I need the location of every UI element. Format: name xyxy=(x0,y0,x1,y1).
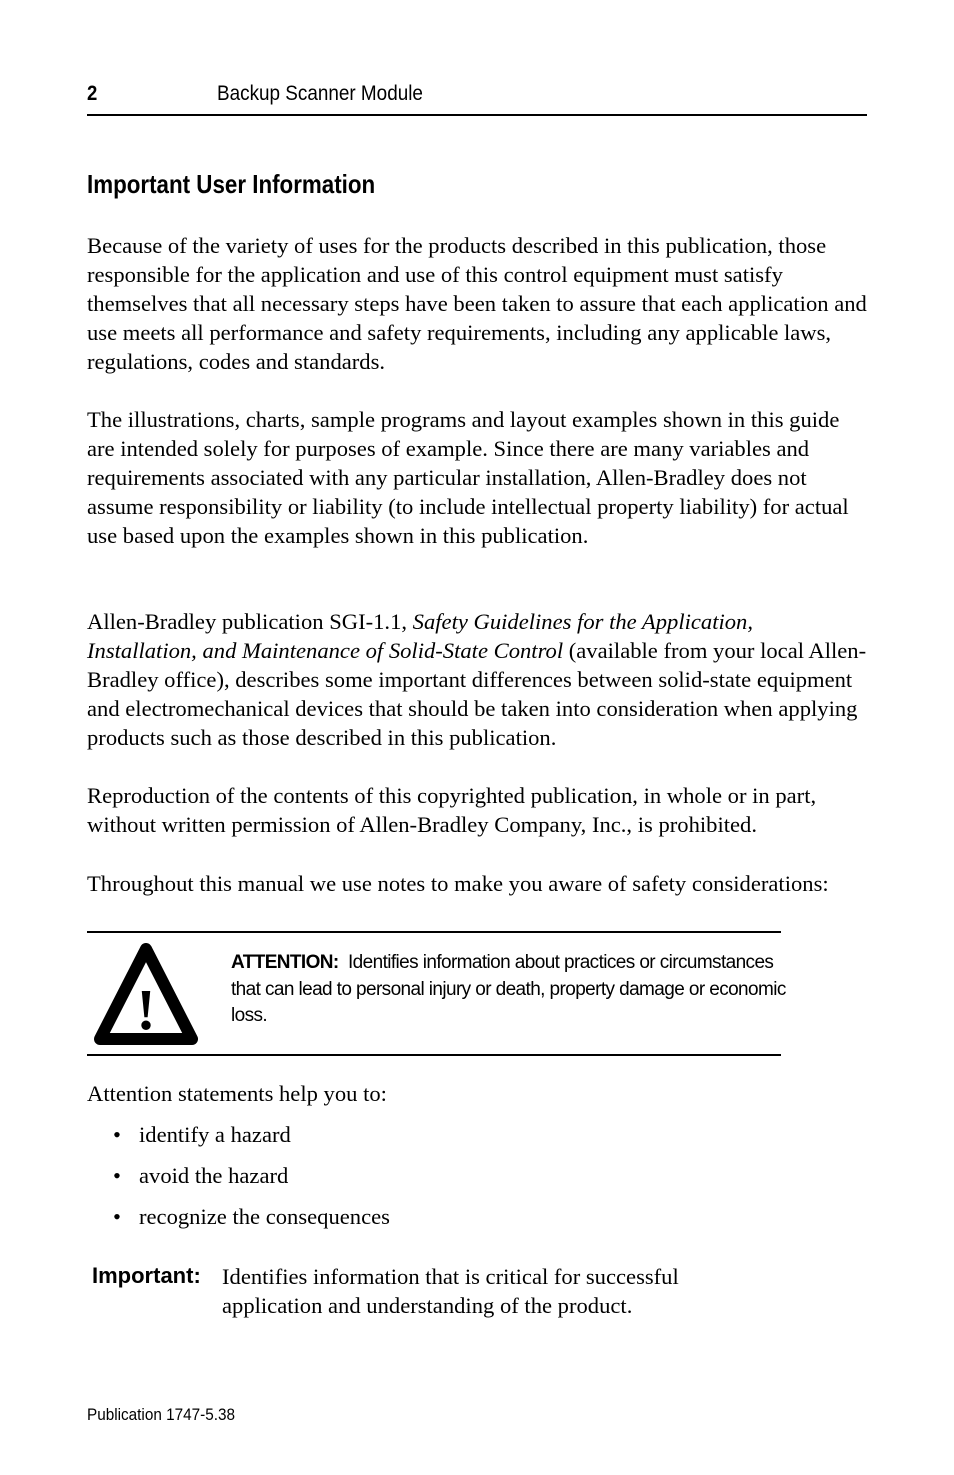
important-label: Important: xyxy=(92,1263,201,1288)
footer-publication: Publication 1747-5.38 xyxy=(87,1405,236,1424)
bullet-list xyxy=(113,1122,390,1245)
p3-after: (available from your local Allen-Bradley office), describes some important differences between solid-state equipment and electromechanical devices that should be taken into consideration when applying products such as those described in this publication. xyxy=(87,638,867,750)
paragraph-safety-guidelines xyxy=(87,607,867,752)
paragraph-reproduction: Reproduction of the contents of this copyrighted publication, in whole or in part, without written permission of Allen-Bradley Company, Inc., is prohibited. xyxy=(87,783,817,837)
list-item xyxy=(113,1163,390,1204)
publication-title: Safety Guidelines for the Application, Installation, and Maintenance of Solid-State Control xyxy=(87,609,753,663)
bullet: • xyxy=(113,1122,121,1147)
bullet-text: avoid the hazard xyxy=(139,1163,289,1188)
attention-text xyxy=(231,950,791,1030)
running-title: Backup Scanner Module xyxy=(217,82,423,105)
attention-box xyxy=(87,931,786,1056)
list-item xyxy=(113,1204,390,1245)
page-number: 2 xyxy=(87,82,98,105)
warning-triangle-icon xyxy=(94,943,198,1047)
paragraph-variety-of-uses: Because of the variety of uses for the products described in this publication, those responsible for the application and use of this control equipment must satisfy themselves that all necessary steps have been taken to assure that each application and use meets all performance and safety requirements, including any applicable laws, regulations, codes and standards. xyxy=(87,233,867,374)
section-title: Important User Information xyxy=(87,169,376,199)
list-intro: Attention statements help you to: xyxy=(87,1081,387,1106)
bullet-text: recognize the consequences xyxy=(139,1204,390,1229)
bullet-text: identify a hazard xyxy=(139,1122,291,1147)
attention-description: Identifies information about practices or circumstances that can lead to personal injury or death, property damage or economic loss. xyxy=(231,952,786,1026)
p3-before: Allen-Bradley publication SGI-1.1, xyxy=(87,609,413,634)
page-header xyxy=(87,80,867,116)
paragraph-illustrations: The illustrations, charts, sample programs and layout examples shown in this guide are intended solely for purposes of example. Since there are many variables and requirements associated with any particular installation, Allen-Bradley does not assume responsibility or liability (to include intellectual property liability) for actual use based upon the examples shown in this publication. xyxy=(87,407,849,548)
attention-label: ATTENTION: xyxy=(231,952,339,973)
bullet: • xyxy=(113,1163,121,1188)
paragraph-notes-intro: Throughout this manual we use notes to make you aware of safety considerations: xyxy=(87,871,829,896)
list-item xyxy=(113,1122,390,1163)
important-text: Identifies information that is critical for successful application and understanding of the product. xyxy=(222,1264,679,1318)
bullet: • xyxy=(113,1204,121,1229)
svg-text:!: ! xyxy=(136,977,156,1042)
